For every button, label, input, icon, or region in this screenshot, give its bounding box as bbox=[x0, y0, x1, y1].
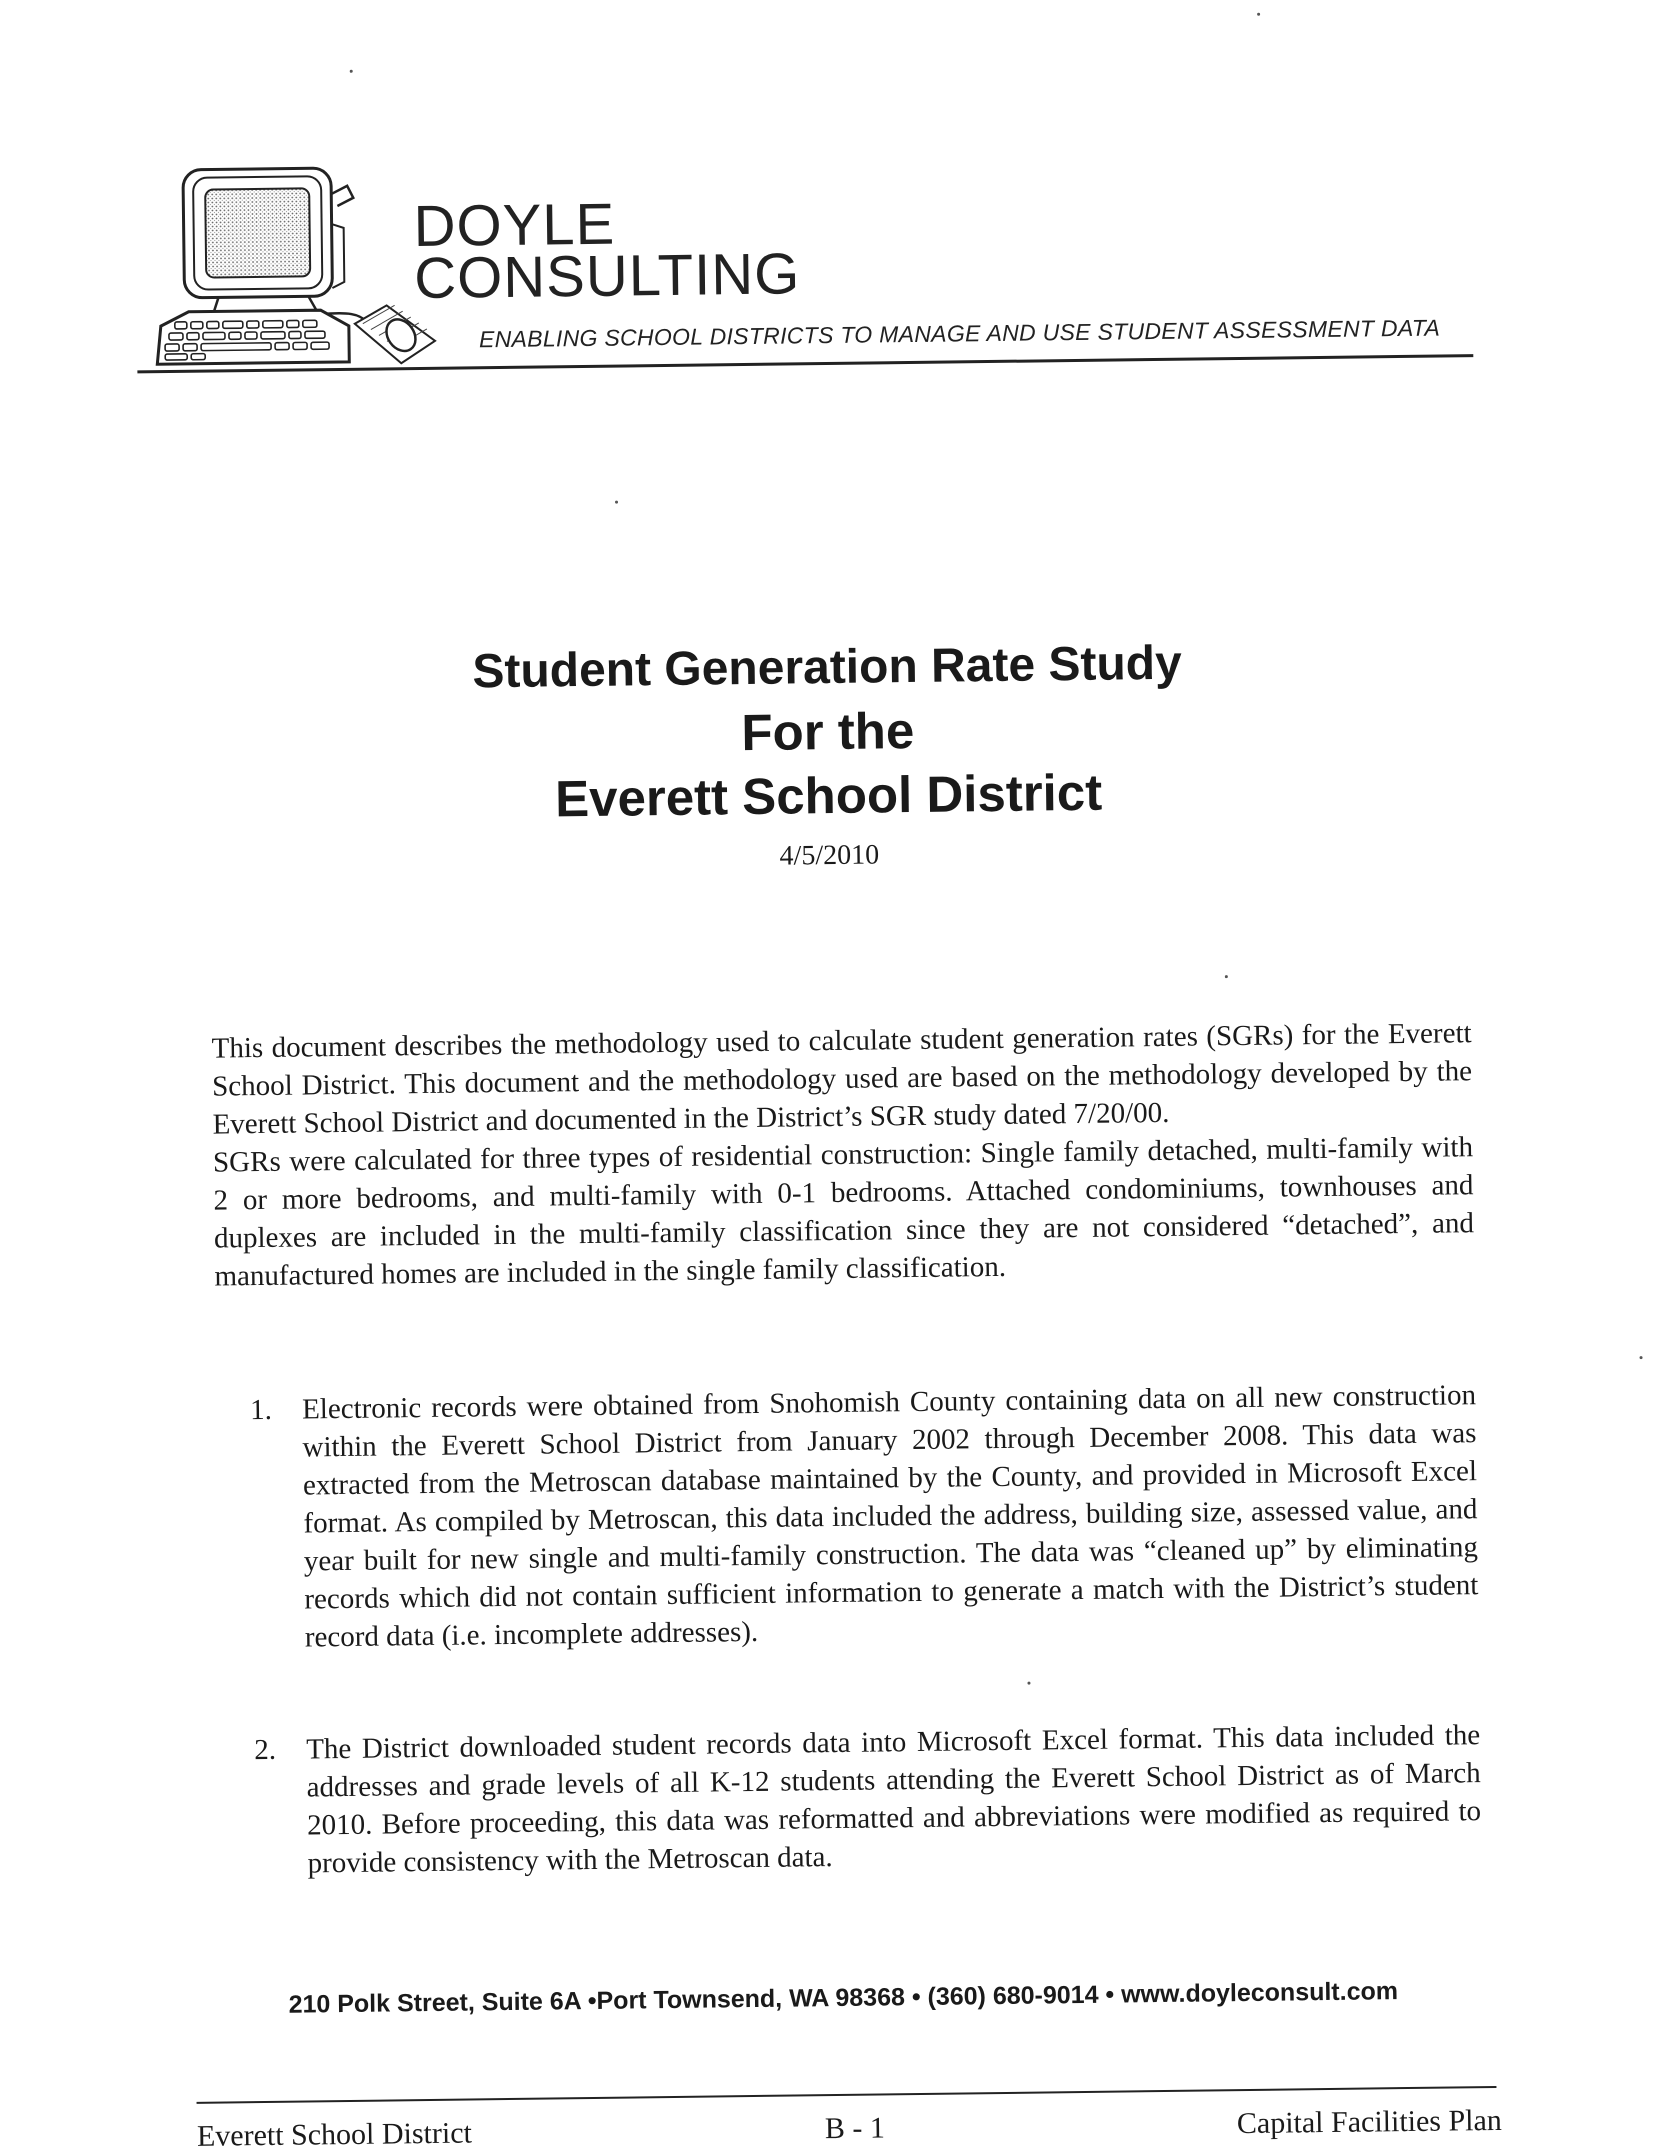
list-item-number: 2. bbox=[254, 1733, 277, 1767]
scan-speck bbox=[1640, 1356, 1643, 1359]
page-number: B - 1 bbox=[824, 2111, 886, 2146]
document-date: 4/5/2010 bbox=[779, 839, 880, 872]
intro-paragraph: This document describes the methodology used to calculate student generation rates (SGRs) for the Everett School District. This document and the methodology used are based on the methodology developed by the Everett School District and documented in the District’s SGR study dated 7/20/00. bbox=[211, 1017, 1473, 1141]
company-name bbox=[413, 191, 801, 312]
title-block bbox=[0, 626, 1662, 888]
scan-speck bbox=[1225, 975, 1228, 978]
sgr-types-paragraph: SGRs were calculated for three types of residential construction: Single family detached, multi-family with 2 or more bedrooms, and multi-family with 0-1 bedrooms. Attached condominiums, townhouses and duplexes are included in the multi-family classification since they are not considered “detached”, and manufactured homes are included in the single family classification. bbox=[212, 1131, 1475, 1293]
list-item-text: The District downloaded student records data into Microsoft Excel format. This data included the addresses and grade levels of all K-12 students attending the Everett School District as of March 2010. Before proceeding, this data was reformatted and abbreviations were modified as required to provide consistency with the Metroscan data. bbox=[306, 1719, 1482, 1880]
company-tagline: ENABLING SCHOOL DISTRICTS TO MANAGE AND USE STUDENT ASSESSMENT DATA bbox=[478, 314, 1441, 353]
computer-terminal-icon bbox=[147, 163, 450, 382]
document-title-line3: Everett School District bbox=[554, 763, 1103, 828]
company-name-line2: CONSULTING bbox=[413, 241, 801, 312]
document-title-line2: For the bbox=[741, 701, 915, 762]
list-item-text: Electronic records were obtained from Snohomish County containing data on all new construction within the Everett School District from January 2002 through December 2008. This data was extracted from the Metroscan database maintained by the County, and provided in Microsoft Excel format. As compiled by Metroscan, this data included the address, building size, assessed value, and year built for new single and multi-family construction. The data was “cleaned up” by eliminating records which did not contain sufficient information to generate a match with the District’s student record data (i.e. incomplete addresses). bbox=[301, 1379, 1479, 1654]
list-item bbox=[250, 1376, 1479, 1657]
contact-footer: 210 Polk Street, Suite 6A •Port Townsend, WA 98368 • (360) 680-9014 • www.doyleconsult.com bbox=[288, 1977, 1399, 2019]
footer-left: Everett School District bbox=[196, 2116, 473, 2153]
scan-speck bbox=[350, 70, 353, 73]
footer-right: Capital Facilities Plan bbox=[1236, 2103, 1503, 2141]
footer-divider bbox=[197, 2086, 1497, 2104]
scan-speck bbox=[615, 501, 618, 504]
scan-speck bbox=[1027, 1682, 1030, 1685]
list-item bbox=[254, 1716, 1482, 1883]
company-name-line1: DOYLE bbox=[413, 191, 616, 260]
document-title: Student Generation Rate Study bbox=[472, 636, 1183, 699]
list-item-number: 1. bbox=[249, 1393, 273, 1427]
intro-section bbox=[211, 1014, 1474, 1295]
scan-speck bbox=[1257, 13, 1260, 16]
